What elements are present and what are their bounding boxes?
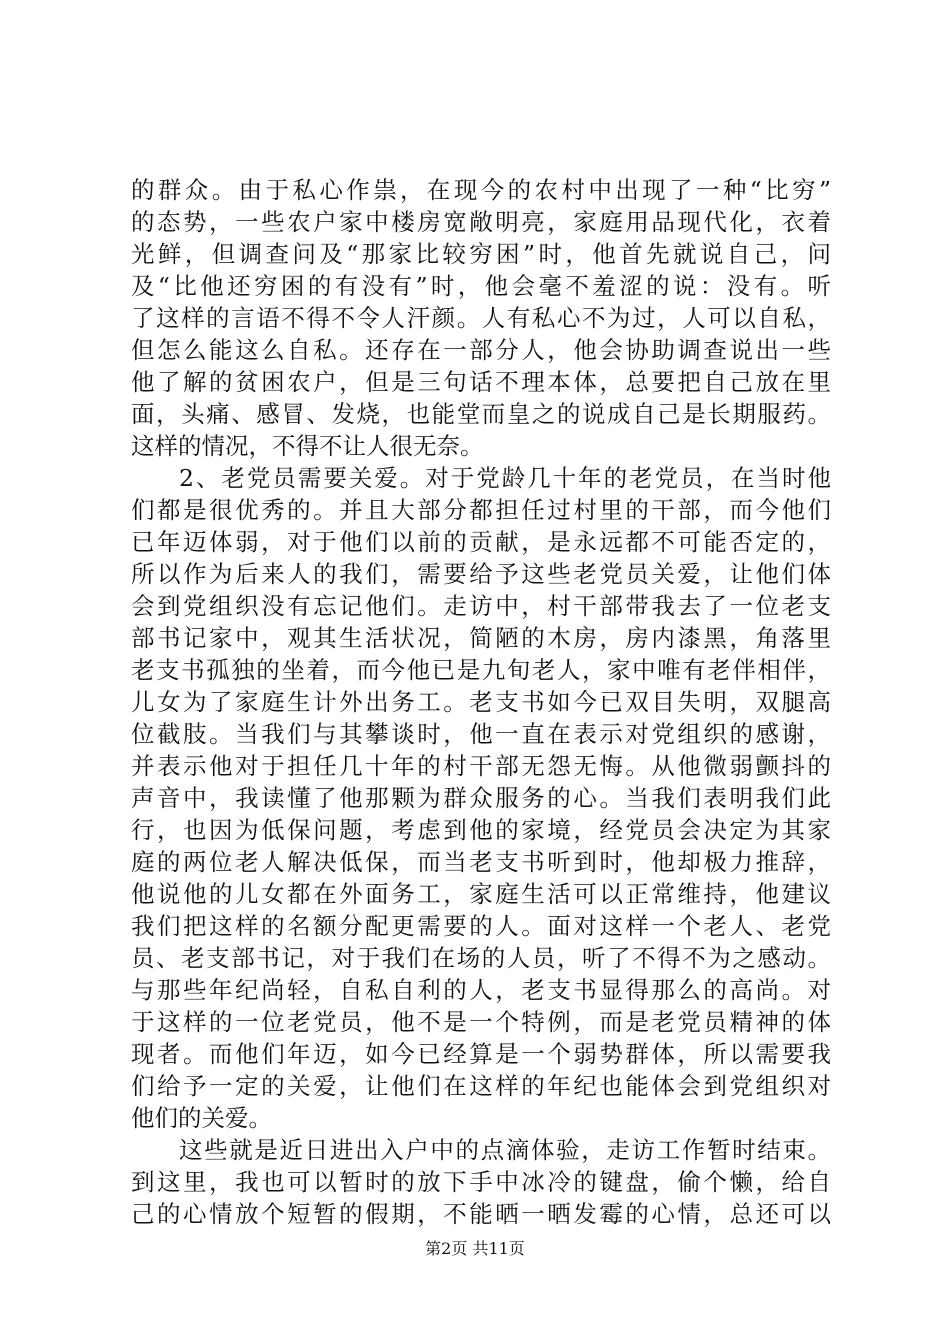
text-line: 了这样的言语不得不令人汗颜。人有私心不为过，人可以自私， (131, 304, 831, 332)
text-line: 我们把这样的名额分配更需要的人。面对这样一个老人、老党 (131, 912, 831, 940)
text-line: 及“比他还穷困的有没有”时，他会毫不羞涩的说：没有。听 (131, 272, 831, 300)
text-line: 们都是很优秀的。并且大部分都担任过村里的干部，而今他们 (131, 496, 831, 524)
text-line: 他说他的儿女都在外面务工，家庭生活可以正常维持，他建议 (131, 880, 831, 908)
text-line: 声音中，我读懂了他那颗为群众服务的心。当我们表明我们此 (131, 784, 831, 812)
text-line: 儿女为了家庭生计外出务工。老支书如今已双目失明，双腿高 (131, 688, 831, 716)
text-line: 会到党组织没有忘记他们。走访中，村干部带我去了一位老支 (131, 592, 831, 620)
text-line: 所以作为后来人的我们，需要给予这些老党员关爱，让他们体 (131, 560, 831, 588)
text-line: 并表示他对于担任几十年的村干部无怨无悔。从他微弱颤抖的 (131, 752, 831, 780)
text-line: 面，头痛、感冒、发烧，也能堂而皇之的说成自己是长期服药。 (131, 400, 831, 428)
text-line: 位截肢。当我们与其攀谈时，他一直在表示对党组织的感谢， (131, 720, 831, 748)
text-line: 庭的两位老人解决低保，而当老支书听到时，他却极力推辞， (131, 848, 831, 876)
text-line: 光鲜，但调查问及“那家比较穷困”时，他首先就说自己，问 (131, 240, 831, 268)
text-line: 的群众。由于私心作祟，在现今的农村中出现了一种“比穷” (131, 176, 831, 204)
text-line: 行，也因为低保问题，考虑到他的家境，经党员会决定为其家 (131, 816, 831, 844)
document-body (131, 174, 831, 1230)
text-line: 于这样的一位老党员，他不是一个特例，而是老党员精神的体 (131, 1008, 831, 1036)
text-line: 2、老党员需要关爱。对于党龄几十年的老党员，在当时他 (179, 464, 831, 492)
text-line: 这样的情况，不得不让人很无奈。 (131, 432, 484, 460)
text-line: 己的心情放个短暂的假期，不能晒一晒发霉的心情，总还可以 (131, 1200, 831, 1228)
text-line: 与那些年纪尚轻，自私自利的人，老支书显得那么的高尚。对 (131, 976, 831, 1004)
text-line: 的态势，一些农户家中楼房宽敞明亮，家庭用品现代化，衣着 (131, 208, 831, 236)
text-line: 他们的关爱。 (131, 1104, 272, 1132)
text-line: 老支书孤独的坐着，而今他已是九旬老人，家中唯有老伴相伴， (131, 656, 831, 684)
text-line: 到这里，我也可以暂时的放下手中冰冷的键盘，偷个懒，给自 (131, 1168, 831, 1196)
text-line: 们给予一定的关爱，让他们在这样的年纪也能体会到党组织对 (131, 1072, 831, 1100)
text-line: 他了解的贫困农户，但是三句话不理本体，总要把自己放在里 (131, 368, 831, 396)
text-line: 这些就是近日进出入户中的点滴体验，走访工作暂时结束。 (179, 1136, 831, 1164)
text-line: 现者。而他们年迈，如今已经算是一个弱势群体，所以需要我 (131, 1040, 831, 1068)
page-number-footer: 第2页 共11页 (425, 1239, 525, 1258)
text-line: 已年迈体弱，对于他们以前的贡献，是永远都不可能否定的， (131, 528, 831, 556)
text-line: 但怎么能这么自私。还存在一部分人，他会协助调查说出一些 (131, 336, 831, 364)
text-line: 员、老支部书记，对于我们在场的人员，听了不得不为之感动。 (131, 944, 831, 972)
text-line: 部书记家中，观其生活状况，简陋的木房，房内漆黑，角落里 (131, 624, 831, 652)
